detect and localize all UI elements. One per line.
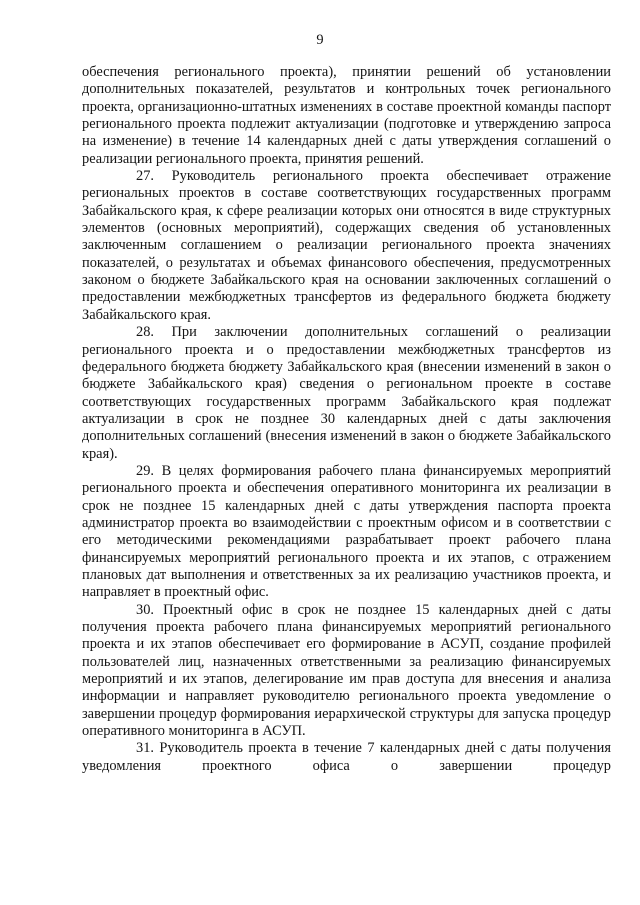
paragraph-29: 29. В целях формирования рабочего плана финансируемых мероприятий регионального проекта и обеспечения оперативного мониторинга их реализации в срок не позднее 15 календарных дней с даты утверждения паспорта проекта администратор проекта во взаимодействии с проектным офисом и в соответствии с его методическими рекомендациями разрабатывает проект рабочего плана финансируемых мероприятий регионального проекта и их этапов, с отражением плановых дат выполнения и ответственных за их реализацию участников проекта, и направляет в проектный офис.: [82, 462, 611, 601]
paragraph-28: 28. При заключении дополнительных соглашений о реализации регионального проекта и о предоставлении межбюджетных трансфертов из федерального бюджета бюджету Забайкальского края (внесении изменений в закон о бюджете Забайкальского края) сведения о региональном проекте в составе соответствующих государственных программ Забайкальского края подлежат актуализации в срок не позднее 30 календарных дней с даты заключения дополнительных соглашений (внесения изменений в закон о бюджете Забайкальского края).: [82, 324, 611, 462]
paragraph-27: 27. Руководитель регионального проекта обеспечивает отражение региональных проектов в составе соответствующих государственных программ Забайкальского края, к сфере реализации которых они относятся в виде структурных элементов (основных мероприятий), содержащих сведения об установленных заключенным соглашением о реализации регионального проекта значениях показателей, о результатах и объемах финансового обеспечения, предусмотренных законом о бюджете Забайкальского края на основании заключенных соглашений о предоставлении межбюджетных трансфертов из федерального бюджета бюджету Забайкальского края.: [82, 168, 611, 323]
document-body: [82, 64, 611, 775]
paragraph-continuation: обеспечения регионального проекта), принятии решений об установлении дополнительных показателей, результатов и контрольных точек регионального проекта, организационно-штатных изменениях в составе проектной команды паспорт регионального проекта подлежит актуализации (подготовке и утверждению запроса на изменение) в течение 14 календарных дней с даты утверждения соглашений о реализации регионального проекта, принятия решений.: [82, 64, 611, 167]
paragraph-31: 31. Руководитель проекта в течение 7 календарных дней с даты получения уведомления проектного офиса о завершении процедур: [82, 740, 611, 774]
paragraph-30: 30. Проектный офис в срок не позднее 15 календарных дней с даты получения проекта рабочего плана финансируемых мероприятий регионального проекта и их этапов обеспечивает его формирование в АСУП, создание профилей пользователей лиц, назначенных ответственными за реализацию финансируемых мероприятий и их этапов, делегирование им прав доступа для внесения и анализа информации и направляет руководителю регионального проекта уведомление о завершении процедур формирования иерархической структуры для запуска процедур оперативного мониторинга в АСУП.: [82, 601, 611, 740]
page-number: 9: [316, 32, 324, 48]
